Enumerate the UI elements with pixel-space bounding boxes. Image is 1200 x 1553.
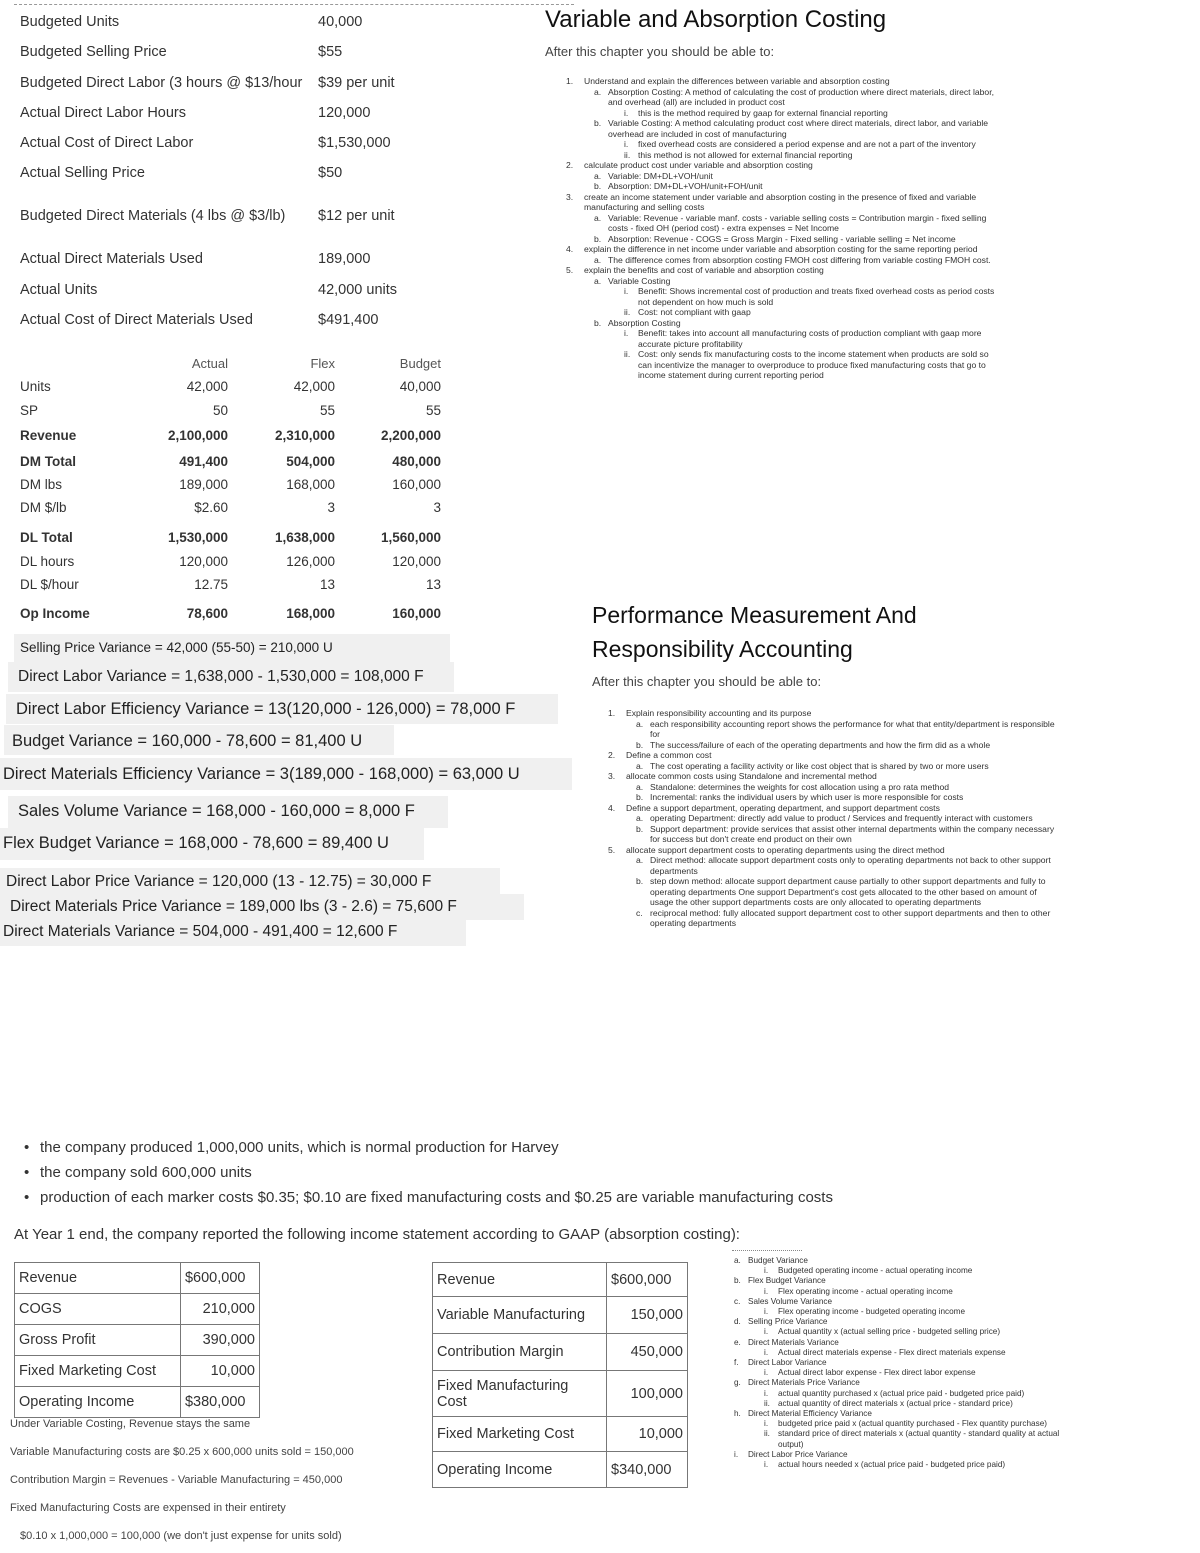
note-text: step down method: allocate support department cause partially to other support departments and fully to operating departments One support Department's cost gets allocated to the other based on amount of usage the other support departments costs are only allocated to operating departments: [650, 876, 1046, 907]
table-cell: Revenue: [15, 1263, 181, 1294]
note-marker: i.: [764, 1347, 769, 1357]
note-line: [608, 855, 1058, 876]
table-cell: 390,000: [180, 1325, 259, 1356]
note-marker: a.: [734, 1256, 741, 1265]
fact-label: Actual Units: [20, 282, 98, 298]
note-line: [706, 1348, 1082, 1358]
bullet-item: • production of each marker costs $0.35; $0.10 are fixed manufacturing costs and $0.25 are variable manufacturing costs: [40, 1189, 833, 1206]
row-label: Units: [20, 379, 51, 394]
note-text: reciprocal method: fully allocated support department cost to other support departments and then to other operating departments: [650, 907, 1051, 928]
row-label: DM lbs: [20, 477, 63, 492]
note-text: Direct Material Efficiency Variance: [748, 1409, 872, 1419]
note-text: Absorption Costing: A method of calculating the cost of production where direct materials, direct labor, and overhead (all) are included in product cost: [608, 86, 994, 107]
note-text: The cost operating a facility activity or like cost object that is shared by two or more users: [650, 760, 989, 771]
note-marker: a.: [636, 760, 644, 771]
note-line: [706, 1287, 1082, 1297]
note-text: Flex operating income - actual operating income: [778, 1286, 953, 1296]
note-line: [566, 76, 996, 87]
bullet-item: • the company produced 1,000,000 units, which is normal production for Harvey: [40, 1139, 559, 1156]
pm-notes: [608, 708, 1058, 929]
note-marker: a.: [594, 275, 602, 286]
header-actual: Actual: [191, 356, 228, 371]
note-line: [608, 813, 1058, 824]
note-text: Variable Costing: [608, 275, 671, 286]
cell: 3: [327, 500, 335, 515]
note-text: each responsibility accounting report shows the performance for what that entity/department is responsible for: [650, 718, 1055, 739]
fact-value: $12 per unit: [318, 208, 395, 224]
note-marker: 5.: [566, 265, 574, 275]
defs-divider: [732, 1250, 802, 1251]
note-marker: b.: [636, 823, 644, 834]
note-marker: b.: [594, 118, 602, 128]
fact-label: Actual Direct Labor Hours: [20, 105, 187, 121]
cell: 2,310,000: [274, 428, 335, 443]
table-cell: Fixed Manufacturing Cost: [433, 1371, 607, 1417]
cell: 168,000: [286, 477, 335, 492]
table-cell: $340,000: [607, 1452, 688, 1488]
note-marker: ii.: [624, 307, 631, 317]
note-line: [608, 771, 1058, 782]
fact-value: $50: [318, 165, 343, 181]
note-marker: f.: [734, 1358, 739, 1368]
note-line: [608, 708, 1058, 719]
note-line: [608, 908, 1058, 929]
variance-line: Selling Price Variance = 42,000 (55-50) = 210,000 U: [20, 640, 333, 655]
note-marker: ii.: [764, 1398, 770, 1408]
note-text: allocate support department costs to operating departments using the direct method: [626, 844, 945, 855]
table-row: [15, 1356, 260, 1387]
note-line: [566, 318, 996, 329]
note-text: Actual direct labor expense - Flex direct labor expense: [778, 1368, 976, 1378]
year-end-text: At Year 1 end, the company reported the following income statement according to GAAP (absorption costing):: [14, 1226, 740, 1243]
note-marker: d.: [734, 1317, 741, 1327]
table-cell: Variable Manufacturing: [433, 1297, 607, 1334]
note-text: actual quantity of direct materials x (actual price - standard price): [778, 1398, 1013, 1408]
note-line: [608, 719, 1058, 740]
row-label: Revenue: [20, 428, 77, 443]
row-label: DL Total: [20, 530, 73, 545]
variable-note: $0.10 x 1,000,000 = 100,000 (we don't just expense for units sold): [20, 1530, 342, 1542]
note-text: Sales Volume Variance: [748, 1296, 833, 1306]
table-row: [15, 1263, 260, 1294]
table-cell: 150,000: [607, 1297, 688, 1334]
note-line: [566, 118, 996, 139]
cell: 42,000: [186, 379, 228, 394]
note-text: actual quantity purchased x (actual price paid - budgeted price paid): [778, 1388, 1025, 1398]
note-marker: 3.: [566, 191, 574, 202]
note-text: Cost: only sends fix manufacturing costs to the income statement when products are sold so can incentivize the manager to overproduce to produce fixed manufacturing costs that go to income statement during current reporting period: [638, 349, 989, 380]
note-line: [566, 87, 996, 108]
note-marker: a.: [594, 254, 602, 265]
note-line: [566, 171, 996, 182]
note-marker: i.: [764, 1307, 769, 1317]
note-line: [566, 307, 996, 318]
variance-line: Direct Materials Price Variance = 189,000 lbs (3 - 2.6) = 75,600 F: [10, 898, 457, 915]
note-text: explain the benefits and cost of variable and absorption costing: [584, 265, 824, 275]
cell: 189,000: [179, 477, 228, 492]
note-marker: i.: [624, 328, 629, 338]
note-line: [566, 213, 996, 234]
note-line: [706, 1378, 1082, 1388]
table-row: [15, 1325, 260, 1356]
variance-line: Budget Variance = 160,000 - 78,600 = 81,400 U: [12, 732, 363, 750]
note-marker: i.: [624, 286, 629, 296]
note-line: [706, 1368, 1082, 1378]
note-text: Define a support department, operating department, and support department costs: [626, 802, 940, 813]
note-marker: ii.: [764, 1429, 770, 1439]
note-text: Variable: Revenue - variable manf. costs - variable selling costs = Contribution margin - fixed selling costs - fixed OH (period cost) - extra expenses = Net Income: [608, 212, 987, 233]
note-text: Absorption: DM+DL+VOH/unit+FOH/unit: [608, 181, 763, 191]
note-line: [566, 139, 996, 150]
cell: 120,000: [179, 554, 228, 569]
note-marker: i.: [624, 139, 629, 149]
variance-line: Direct Materials Variance = 504,000 - 491,400 = 12,600 F: [3, 923, 398, 940]
note-marker: a.: [636, 781, 644, 792]
cell: 1,560,000: [380, 530, 441, 545]
table-cell: COGS: [15, 1294, 181, 1325]
table-cell: $600,000: [607, 1263, 688, 1297]
note-text: Incremental: ranks the individual users by which user is more responsible for costs: [650, 792, 964, 802]
note-text: Support department: provide services that assist other internal departments within the company necessary for success but don't create end product on their own: [650, 823, 1055, 844]
cell: 160,000: [392, 477, 441, 492]
table-row: [15, 1294, 260, 1325]
note-line: [706, 1266, 1082, 1276]
note-text: create an income statement under variable and absorption costing in the presence of fixed and variable manufacturing and selling costs: [584, 191, 977, 212]
table-row: [433, 1371, 688, 1417]
note-line: [706, 1409, 1082, 1419]
note-text: Budgeted operating income - actual operating income: [778, 1266, 973, 1276]
cell: 13: [425, 577, 441, 592]
note-text: Actual direct materials expense - Flex direct materials expense: [778, 1347, 1006, 1357]
note-line: [608, 792, 1058, 803]
fact-value: 120,000: [318, 105, 371, 121]
note-marker: i.: [764, 1368, 769, 1378]
note-line: [566, 181, 996, 192]
fact-label: Actual Cost of Direct Materials Used: [20, 312, 253, 328]
note-line: [566, 255, 996, 266]
note-marker: c.: [734, 1296, 741, 1306]
variance-line: Direct Labor Variance = 1,638,000 - 1,530,000 = 108,000 F: [18, 668, 424, 685]
note-marker: b.: [734, 1276, 741, 1286]
table-row: [15, 1387, 260, 1418]
fact-value: 189,000: [318, 251, 371, 267]
table-cell: Revenue: [433, 1263, 607, 1297]
note-marker: h.: [734, 1409, 741, 1419]
table-cell: Operating Income: [433, 1452, 607, 1488]
note-text: Flex operating income - budgeted operating income: [778, 1307, 966, 1317]
note-line: [706, 1338, 1082, 1348]
note-text: explain the difference in net income under variable and absorption costing for the same reporting period: [584, 244, 978, 254]
table-cell: 100,000: [607, 1371, 688, 1417]
bullet-item: • the company sold 600,000 units: [40, 1164, 252, 1181]
note-line: [706, 1460, 1082, 1470]
table-row: [433, 1263, 688, 1297]
cell: 480,000: [392, 454, 441, 469]
fact-label: Actual Selling Price: [20, 165, 145, 181]
table-cell: 210,000: [180, 1294, 259, 1325]
note-text: Budget Variance: [748, 1256, 808, 1265]
variable-note: Variable Manufacturing costs are $0.25 x 600,000 units sold = 150,000: [10, 1446, 354, 1458]
note-line: [706, 1419, 1082, 1429]
note-marker: 1.: [566, 76, 574, 86]
note-marker: a.: [594, 170, 602, 181]
note-line: [706, 1399, 1082, 1409]
note-text: Variable: DM+DL+VOH/unit: [608, 170, 713, 181]
pm-subtitle: After this chapter you should be able to:: [592, 674, 822, 689]
note-line: [706, 1307, 1082, 1317]
note-line: [608, 824, 1058, 845]
note-marker: e.: [734, 1337, 741, 1347]
cell: 40,000: [399, 379, 441, 394]
note-text: Absorption Costing: [608, 317, 681, 328]
cell: 2,100,000: [167, 428, 228, 443]
cell: 168,000: [286, 606, 335, 621]
note-text: actual hours needed x (actual price paid - budgeted price paid): [778, 1460, 1006, 1470]
note-marker: i.: [764, 1266, 769, 1276]
note-marker: 2.: [608, 750, 616, 760]
row-label: SP: [20, 403, 39, 418]
note-text: allocate common costs using Standalone and incremental method: [626, 771, 877, 781]
cell: 55: [319, 403, 335, 418]
row-label: DM Total: [20, 454, 76, 469]
note-line: [566, 244, 996, 255]
note-text: this method is not allowed for external financial reporting: [638, 149, 853, 160]
table-cell: 10,000: [607, 1417, 688, 1452]
variance-line: Direct Labor Price Variance = 120,000 (13 - 12.75) = 30,000 F: [6, 873, 432, 890]
note-line: [608, 740, 1058, 751]
note-marker: i.: [624, 107, 629, 118]
top-divider: [14, 4, 574, 5]
note-line: [566, 150, 996, 161]
note-text: Direct Materials Variance: [748, 1337, 839, 1347]
note-text: Benefit: takes into account all manufacturing costs of production compliant with gaap more accurate picture profitability: [638, 328, 982, 349]
note-line: [706, 1297, 1082, 1307]
note-marker: i.: [764, 1419, 769, 1429]
table-row: [433, 1334, 688, 1371]
header-flex: Flex: [310, 356, 335, 371]
row-label: Op Income: [20, 606, 90, 621]
table-cell: Fixed Marketing Cost: [433, 1417, 607, 1452]
fact-value: $55: [318, 44, 343, 60]
table-cell: 10,000: [180, 1356, 259, 1387]
note-text: The success/failure of each of the operating departments and how the firm did as a whole: [650, 739, 991, 750]
vac-notes: [566, 76, 996, 381]
note-text: Direct method: allocate support department costs only to operating departments not back to other support departments: [650, 855, 1051, 876]
note-text: this is the method required by gaap for external financial reporting: [638, 107, 888, 118]
note-marker: b.: [594, 317, 602, 328]
note-line: [706, 1429, 1082, 1449]
row-label: DM $/lb: [20, 500, 67, 515]
cell: 160,000: [392, 606, 441, 621]
note-line: [706, 1317, 1082, 1327]
note-text: budgeted price paid x (actual quantity purchased - Flex quantity purchase): [778, 1419, 1047, 1429]
note-text: Selling Price Variance: [748, 1317, 828, 1327]
note-text: Actual quantity x (actual selling price - budgeted selling price): [778, 1327, 1001, 1337]
note-line: [706, 1256, 1082, 1266]
note-line: [706, 1358, 1082, 1368]
note-line: [706, 1276, 1082, 1286]
note-line: [706, 1450, 1082, 1460]
note-line: [608, 845, 1058, 856]
table-cell: Contribution Margin: [433, 1334, 607, 1371]
vac-title: Variable and Absorption Costing: [545, 6, 887, 33]
row-label: DL hours: [20, 554, 75, 569]
header-budget: Budget: [399, 356, 441, 371]
note-text: Variable Costing: A method calculating product cost where direct materials, direct labor, and variable overhead are included in cost of manufacturing: [608, 118, 989, 139]
row-label: DL $/hour: [20, 577, 79, 592]
absorption-income-table: [14, 1262, 260, 1418]
variance-line: Sales Volume Variance = 168,000 - 160,000 = 8,000 F: [18, 802, 415, 820]
note-marker: i.: [764, 1286, 769, 1296]
note-text: Flex Budget Variance: [748, 1276, 826, 1286]
fact-value: $39 per unit: [318, 75, 395, 91]
note-marker: 5.: [608, 844, 616, 855]
note-text: Understand and explain the differences between variable and absorption costing: [584, 76, 890, 86]
note-line: [608, 761, 1058, 772]
fact-label: Budgeted Units: [20, 14, 120, 30]
note-line: [566, 328, 996, 349]
cell: 504,000: [286, 454, 335, 469]
table-cell: Fixed Marketing Cost: [15, 1356, 181, 1387]
note-line: [706, 1327, 1082, 1337]
variance-line: Direct Labor Efficiency Variance = 13(120,000 - 126,000) = 78,000 F: [16, 700, 516, 718]
pm-title-line1: Performance Measurement And: [592, 602, 917, 628]
fact-value: 40,000: [318, 14, 363, 30]
variance-line: Direct Materials Efficiency Variance = 3(189,000 - 168,000) = 63,000 U: [3, 765, 520, 783]
fact-label: Budgeted Direct Labor (3 hours @ $13/hour: [20, 75, 303, 91]
fact-label: Actual Direct Materials Used: [20, 251, 203, 267]
cell: 126,000: [286, 554, 335, 569]
note-text: Standalone: determines the weights for cost allocation using a pro rata method: [650, 781, 950, 792]
note-line: [566, 276, 996, 287]
fact-label: Actual Cost of Direct Labor: [20, 135, 194, 151]
note-marker: a.: [594, 86, 602, 97]
note-marker: i.: [764, 1388, 769, 1398]
note-marker: 2.: [566, 160, 574, 170]
variance-definitions: [706, 1256, 1082, 1470]
table-cell: $600,000: [180, 1263, 259, 1294]
variable-income-table: [432, 1262, 688, 1488]
fact-value: $491,400: [318, 312, 379, 328]
note-line: [566, 108, 996, 119]
note-marker: b.: [636, 739, 644, 750]
note-text: calculate product cost under variable and absorption costing: [584, 160, 813, 170]
variable-note: Contribution Margin = Revenues - Variable Manufacturing = 450,000: [10, 1474, 343, 1486]
cell: 1,638,000: [274, 530, 335, 545]
note-line: [608, 803, 1058, 814]
note-text: Absorption: Revenue - COGS = Gross Margin - Fixed selling - variable selling = Net income: [608, 233, 956, 244]
note-marker: b.: [594, 233, 602, 244]
note-text: Direct Materials Price Variance: [748, 1378, 860, 1388]
note-text: Define a common cost: [626, 750, 712, 760]
note-text: fixed overhead costs are considered a period expense and are not a part of the inventory: [638, 139, 976, 149]
table-row: [433, 1417, 688, 1452]
cell: 2,200,000: [380, 428, 441, 443]
note-text: Direct Labor Price Variance: [748, 1449, 848, 1459]
note-line: [566, 234, 996, 245]
note-marker: b.: [594, 181, 602, 191]
pm-title-line2: Responsibility Accounting: [592, 636, 853, 662]
note-marker: b.: [636, 792, 644, 802]
cell: 12.75: [194, 577, 228, 592]
note-marker: 1.: [608, 708, 616, 718]
note-line: [608, 750, 1058, 761]
note-marker: 3.: [608, 771, 616, 781]
table-cell: Operating Income: [15, 1387, 181, 1418]
note-text: Benefit: Shows incremental cost of production and treats fixed overhead costs as period costs not dependent on how much is sold: [638, 286, 995, 307]
variable-note: Under Variable Costing, Revenue stays the same: [10, 1418, 251, 1430]
table-row: [433, 1452, 688, 1488]
note-line: [566, 265, 996, 276]
table-cell: $380,000: [180, 1387, 259, 1418]
note-marker: a.: [594, 212, 602, 223]
cell: 491,400: [179, 454, 228, 469]
vac-subtitle: After this chapter you should be able to:: [545, 44, 775, 59]
table-row: [433, 1297, 688, 1334]
cell: $2.60: [194, 500, 228, 515]
note-marker: i.: [734, 1449, 739, 1459]
cell: 50: [212, 403, 228, 418]
variance-line: Flex Budget Variance = 168,000 - 78,600 = 89,400 U: [3, 834, 389, 852]
note-marker: ii.: [624, 149, 631, 160]
note-line: [566, 160, 996, 171]
note-marker: g.: [734, 1378, 741, 1388]
note-line: [608, 782, 1058, 793]
note-text: standard price of direct materials x (actual quantity - standard quality at actual output): [778, 1429, 1060, 1449]
cell: 120,000: [392, 554, 441, 569]
note-line: [608, 876, 1058, 908]
fact-value: 42,000 units: [318, 282, 398, 298]
note-text: Direct Labor Variance: [748, 1358, 827, 1368]
note-marker: a.: [636, 813, 644, 823]
note-marker: 4.: [566, 244, 574, 254]
table-cell: Gross Profit: [15, 1325, 181, 1356]
note-line: [566, 286, 996, 307]
note-text: The difference comes from absorption costing FMOH cost differing from variable costing FMOH cost.: [608, 254, 991, 265]
note-marker: a.: [636, 855, 644, 865]
cell: 42,000: [293, 379, 335, 394]
note-text: Explain responsibility accounting and its purpose: [626, 708, 812, 718]
note-line: [706, 1389, 1082, 1399]
cell: 78,600: [186, 606, 228, 621]
variable-note: Fixed Manufacturing Costs are expensed in their entirety: [10, 1502, 286, 1514]
fact-label: Budgeted Direct Materials (4 lbs @ $3/lb): [20, 208, 286, 224]
table-cell: 450,000: [607, 1334, 688, 1371]
cell: 55: [425, 403, 441, 418]
note-text: Cost: not compliant with gaap: [638, 307, 751, 317]
cell: 3: [433, 500, 441, 515]
cell: 1,530,000: [167, 530, 228, 545]
note-marker: i.: [764, 1460, 769, 1470]
cell: 13: [319, 577, 335, 592]
note-marker: c.: [636, 907, 643, 918]
note-marker: i.: [764, 1327, 769, 1337]
note-marker: ii.: [624, 349, 631, 359]
note-marker: a.: [636, 718, 644, 729]
note-line: [566, 192, 996, 213]
fact-value: $1,530,000: [318, 135, 391, 151]
note-marker: b.: [636, 876, 644, 886]
fact-label: Budgeted Selling Price: [20, 44, 167, 60]
note-line: [566, 349, 996, 381]
note-marker: 4.: [608, 802, 616, 813]
note-text: operating Department: directly add value to product / Services and frequently interact with customers: [650, 813, 1033, 823]
